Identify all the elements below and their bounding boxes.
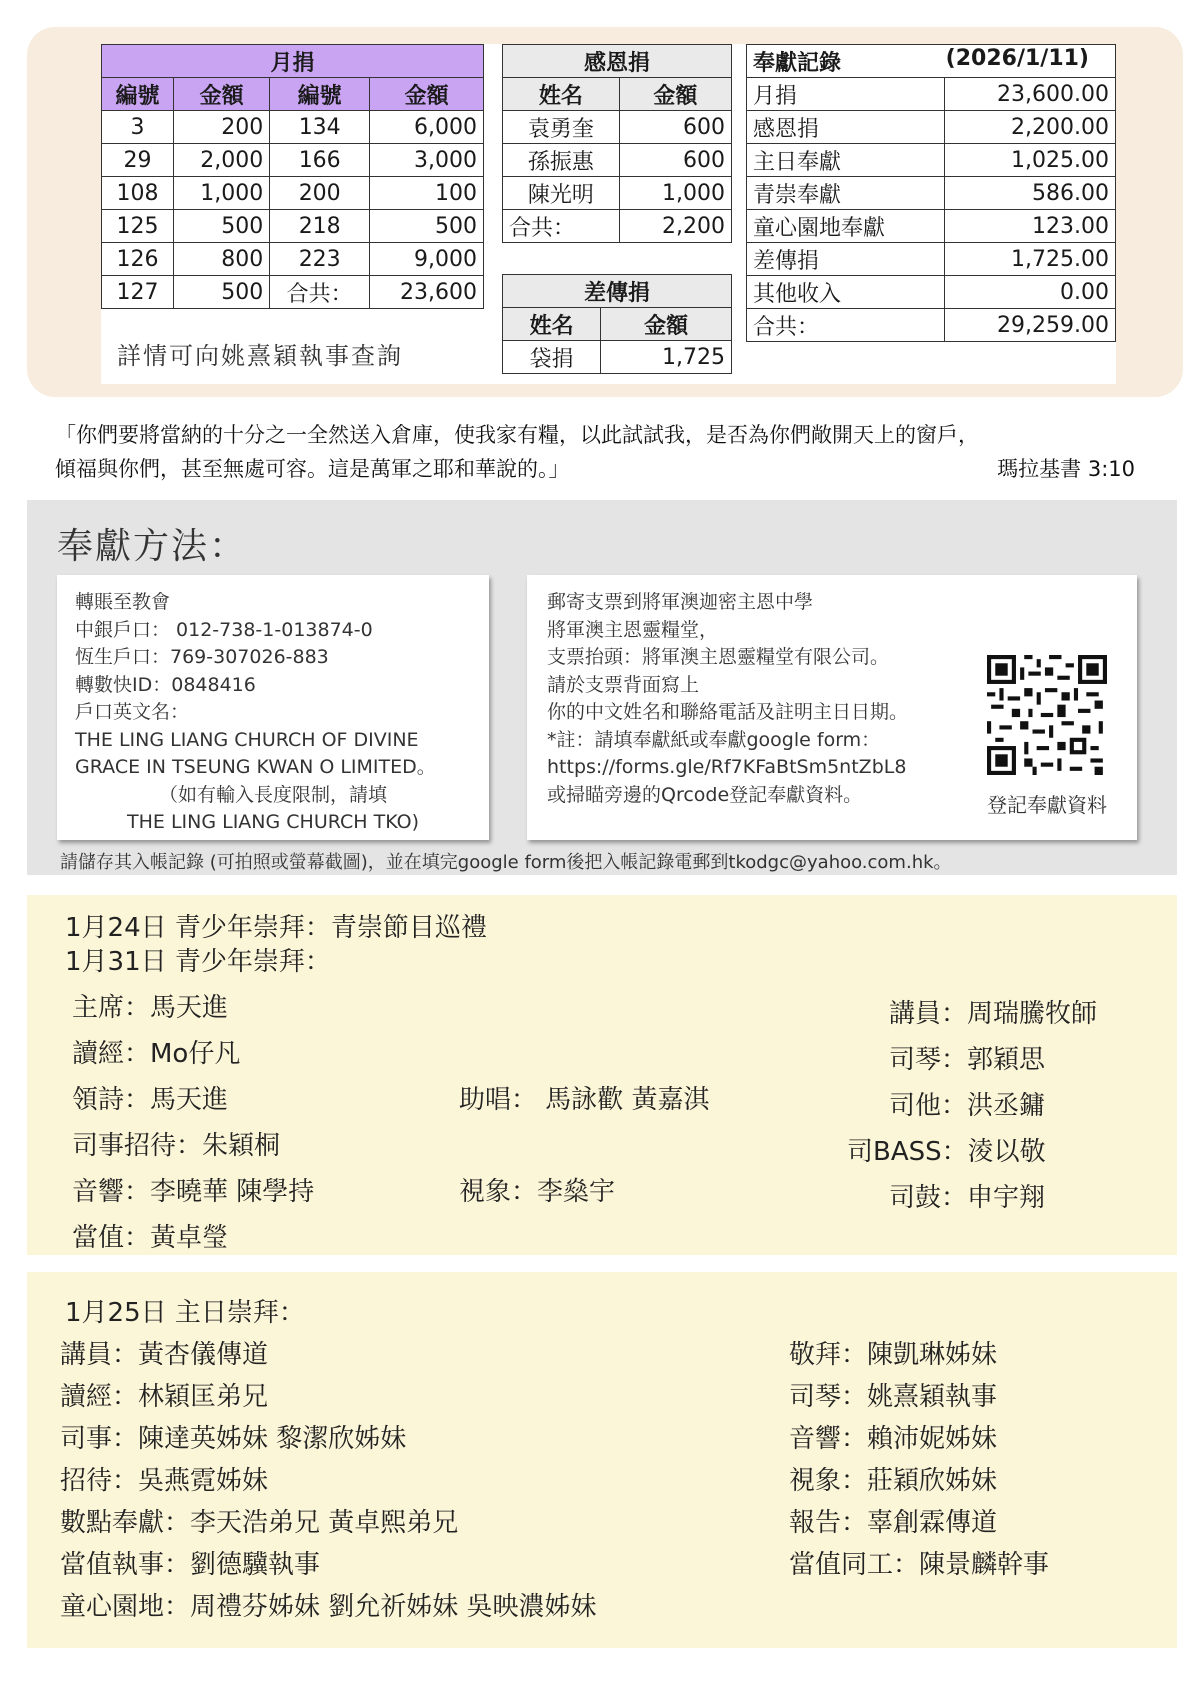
- amount-cell: 23,600.00: [945, 78, 1116, 111]
- qrcode-block: [977, 655, 1117, 819]
- scripture-quote: [55, 418, 1135, 486]
- amount-cell: 6,000: [370, 111, 484, 144]
- table-row: [503, 111, 732, 144]
- header-name: 姓名: [503, 308, 601, 341]
- sunday-duty-staff: 當值同工：陳景麟幹事: [789, 1550, 1050, 1580]
- account-name-line-1: THE LING LIANG CHURCH OF DIVINE: [75, 728, 419, 751]
- sunday-greeter: 招待：吳燕霓姊妹: [60, 1466, 269, 1496]
- number-cell: 218: [270, 210, 370, 243]
- offering-record-table: [746, 44, 1116, 342]
- total-label: 合共：: [747, 309, 945, 342]
- account-name-label: 戶口英文名：: [75, 701, 190, 723]
- name-cell: 孫振惠: [503, 144, 620, 177]
- header-amount: 金額: [370, 78, 484, 111]
- sunday-piano: 司琴：姚熹穎執事: [789, 1382, 998, 1412]
- thanks-table-title: 感恩捐: [503, 45, 732, 78]
- sunday-worship-lead: 敬拜：陳凱琳姊妹: [789, 1340, 998, 1370]
- record-total: 29,259.00: [945, 309, 1116, 342]
- sunday-sound: 音響：賴沛妮姊妹: [789, 1424, 998, 1454]
- sunday-title: 1月25日 主日崇拜：: [65, 1298, 305, 1328]
- sunday-worship-section: [27, 1272, 1177, 1648]
- number-cell: 126: [102, 243, 174, 276]
- amount-cell: 600: [619, 144, 731, 177]
- record-title-row: [747, 45, 1116, 78]
- table-row: [747, 78, 1116, 111]
- table-row: [747, 243, 1116, 276]
- number-cell: 200: [270, 177, 370, 210]
- sunday-visual: 視象：莊穎欣姊妹: [789, 1466, 998, 1496]
- youth-worship-section: [27, 895, 1177, 1255]
- amount-cell: 2,200.00: [945, 111, 1116, 144]
- mission-offering-table: [502, 274, 732, 374]
- qrcode-caption: 登記奉獻資料: [987, 792, 1107, 817]
- qrcode-icon[interactable]: [987, 655, 1107, 775]
- bank-transfer-card: [57, 575, 489, 840]
- scripture-line-1: 「你們要將當納的十分之一全然送入倉庫，使我家有糧，以此試試我，是否為你們敞開天上的窗戶，: [55, 423, 979, 447]
- scripture-reference: 瑪拉基書 3:10: [997, 457, 1135, 481]
- category-cell: 差傳捐: [747, 243, 945, 276]
- table-row: [102, 210, 484, 243]
- name-cell: 袁勇奎: [503, 111, 620, 144]
- youth-bass: 司BASS：淩以敬: [847, 1137, 1046, 1167]
- amount-cell: 800: [174, 243, 270, 276]
- youth-drum: 司鼓：申宇翔: [889, 1183, 1046, 1213]
- hangseng-account: 恆生戶口：769-307026-883: [75, 646, 329, 668]
- category-cell: 月捐: [747, 78, 945, 111]
- amount-cell: 2,000: [174, 144, 270, 177]
- table-row: [747, 144, 1116, 177]
- amount-cell: 500: [174, 276, 270, 309]
- header-amount: 金額: [601, 308, 732, 341]
- table-row: [747, 309, 1116, 342]
- total-label: 合共：: [270, 276, 370, 309]
- cheque-line: 你的中文姓名和聯絡電話及註明主日日期。: [547, 701, 909, 723]
- header-number: 編號: [102, 78, 174, 111]
- transfer-line: 轉賬至教會: [75, 591, 171, 613]
- account-name-line-2: GRACE IN TSEUNG KWAN O LIMITED。: [75, 756, 436, 778]
- youth-date-line-1: 1月24日 青少年崇拜：青崇節目巡禮: [65, 913, 487, 943]
- youth-worship-lead: 領詩：馬天進: [72, 1085, 229, 1115]
- table-row: [102, 144, 484, 177]
- amount-cell: 100: [370, 177, 484, 210]
- amount-cell: 500: [174, 210, 270, 243]
- thanks-total: 2,200: [619, 210, 731, 243]
- sunday-speaker: 講員：黃杏儀傳道: [60, 1340, 269, 1370]
- table-row: [747, 177, 1116, 210]
- amount-cell: 500: [370, 210, 484, 243]
- sunday-offering-count: 數點奉獻：李天浩弟兄 黃卓熙弟兄: [60, 1508, 459, 1538]
- header-name: 姓名: [503, 78, 620, 111]
- youth-piano: 司琴：郭穎思: [889, 1045, 1046, 1075]
- table-row: [102, 276, 484, 309]
- sunday-announcements: 報告：辜創霖傳道: [789, 1508, 998, 1538]
- cheque-line: 請於支票背面寫上: [547, 673, 700, 696]
- amount-cell: 600: [619, 111, 731, 144]
- monthly-offering-table: [101, 44, 484, 309]
- sunday-ushers: 司事：陳達英姊妹 黎潔欣姊妹: [60, 1424, 407, 1454]
- header-number: 編號: [270, 78, 370, 111]
- sunday-reading: 讀經：林穎匡弟兄: [60, 1382, 269, 1412]
- number-cell: 223: [270, 243, 370, 276]
- cheque-line: 郵寄支票到將軍澳迦密主恩中學: [547, 591, 814, 613]
- table-row: [102, 243, 484, 276]
- giving-methods-title: 奉獻方法：: [57, 526, 248, 567]
- giving-methods-section: [27, 500, 1177, 875]
- category-cell: 青崇奉獻: [747, 177, 945, 210]
- record-date: (2026/1/11): [945, 45, 1089, 71]
- youth-backing-vocals: 助唱： 馬詠歡 黃嘉淇: [459, 1085, 710, 1115]
- monthly-total: 23,600: [370, 276, 484, 309]
- number-cell: 125: [102, 210, 174, 243]
- table-row: [503, 144, 732, 177]
- cheque-line: 將軍澳主恩靈糧堂，: [547, 618, 719, 641]
- youth-guitar: 司他：洪丞鏞: [889, 1091, 1046, 1121]
- number-cell: 127: [102, 276, 174, 309]
- header-amount: 金額: [174, 78, 270, 111]
- table-row: [503, 210, 732, 243]
- email-receipt-note: 請儲存其入帳記錄 (可拍照或螢幕截圖)，並在填完google form後把入帳記錄電郵到tkodgc@yahoo.com.hk。: [60, 852, 952, 873]
- amount-cell: 1,000: [174, 177, 270, 210]
- amount-cell: 586.00: [945, 177, 1116, 210]
- google-form-link[interactable]: https://forms.gle/Rf7KFaBtSm5ntZbL8: [547, 756, 907, 778]
- monthly-table-title: 月捐: [102, 45, 484, 78]
- header-amount: 金額: [619, 78, 731, 111]
- table-row: [747, 276, 1116, 309]
- category-cell: 其他收入: [747, 276, 945, 309]
- amount-cell: 1,725.00: [945, 243, 1116, 276]
- sunday-children: 童心園地：周禮芬姊妹 劉允祈姊妹 吳映濃姊妹: [60, 1592, 597, 1622]
- thanksgiving-offering-table: [502, 44, 732, 243]
- number-cell: 3: [102, 111, 174, 144]
- youth-speaker: 講員：周瑞騰牧師: [889, 999, 1098, 1029]
- number-cell: 108: [102, 177, 174, 210]
- name-cell: 袋捐: [503, 341, 601, 374]
- number-cell: 29: [102, 144, 174, 177]
- length-limit-note: （如有輸入長度限制，請填: [158, 783, 387, 806]
- mission-table-title: 差傳捐: [503, 275, 732, 308]
- youth-duty: 當值：黃卓瑩: [72, 1223, 229, 1253]
- cheque-card: [527, 575, 1137, 840]
- amount-cell: 123.00: [945, 210, 1116, 243]
- amount-cell: 9,000: [370, 243, 484, 276]
- table-row: [503, 177, 732, 210]
- cheque-line: 支票抬頭：將軍澳主恩靈糧堂有限公司。: [547, 646, 890, 668]
- youth-reading: 讀經：Mo仔凡: [72, 1039, 241, 1069]
- category-cell: 童心園地奉獻: [747, 210, 945, 243]
- short-account-name: THE LING LIANG CHURCH TKO): [127, 811, 419, 833]
- amount-cell: 200: [174, 111, 270, 144]
- boc-account: 中銀戶口： 012-738-1-013874-0: [75, 618, 373, 641]
- amount-cell: 1,000: [619, 177, 731, 210]
- offering-tables-panel: [101, 44, 1116, 384]
- fps-id: 轉數快ID：0848416: [75, 673, 256, 696]
- amount-cell: 1,025.00: [945, 144, 1116, 177]
- sunday-duty-deacon: 當值執事：劉德驥執事: [60, 1550, 321, 1580]
- table-row: [503, 341, 732, 374]
- table-row: [102, 111, 484, 144]
- name-cell: 陳光明: [503, 177, 620, 210]
- category-cell: 感恩捐: [747, 111, 945, 144]
- table-row: [102, 177, 484, 210]
- amount-cell: 1,725: [601, 341, 732, 374]
- youth-usher: 司事招待：朱穎桐: [72, 1131, 281, 1161]
- number-cell: 134: [270, 111, 370, 144]
- google-form-note: *註：請填奉獻紙或奉獻google form：: [547, 728, 881, 751]
- total-label: 合共：: [503, 210, 620, 243]
- youth-date-line-2: 1月31日 青少年崇拜：: [65, 947, 331, 977]
- inquiry-note: 詳情可向姚熹穎執事查詢: [117, 342, 403, 370]
- amount-cell: 0.00: [945, 276, 1116, 309]
- record-title: 奉獻記錄: [753, 50, 842, 76]
- category-cell: 主日奉獻: [747, 144, 945, 177]
- scripture-line-2: 傾福與你們，甚至無處可容。這是萬軍之耶和華說的。」: [55, 457, 570, 481]
- table-row: [747, 111, 1116, 144]
- table-row: [747, 210, 1116, 243]
- youth-visual: 視象：李燊宇: [459, 1177, 616, 1207]
- youth-chair: 主席：馬天進: [72, 993, 229, 1023]
- number-cell: 166: [270, 144, 370, 177]
- qrcode-note: 或掃瞄旁邊的Qrcode登記奉獻資料。: [547, 783, 863, 806]
- amount-cell: 3,000: [370, 144, 484, 177]
- offering-section: [27, 27, 1183, 397]
- youth-sound: 音響：李曉華 陳學持: [72, 1177, 315, 1207]
